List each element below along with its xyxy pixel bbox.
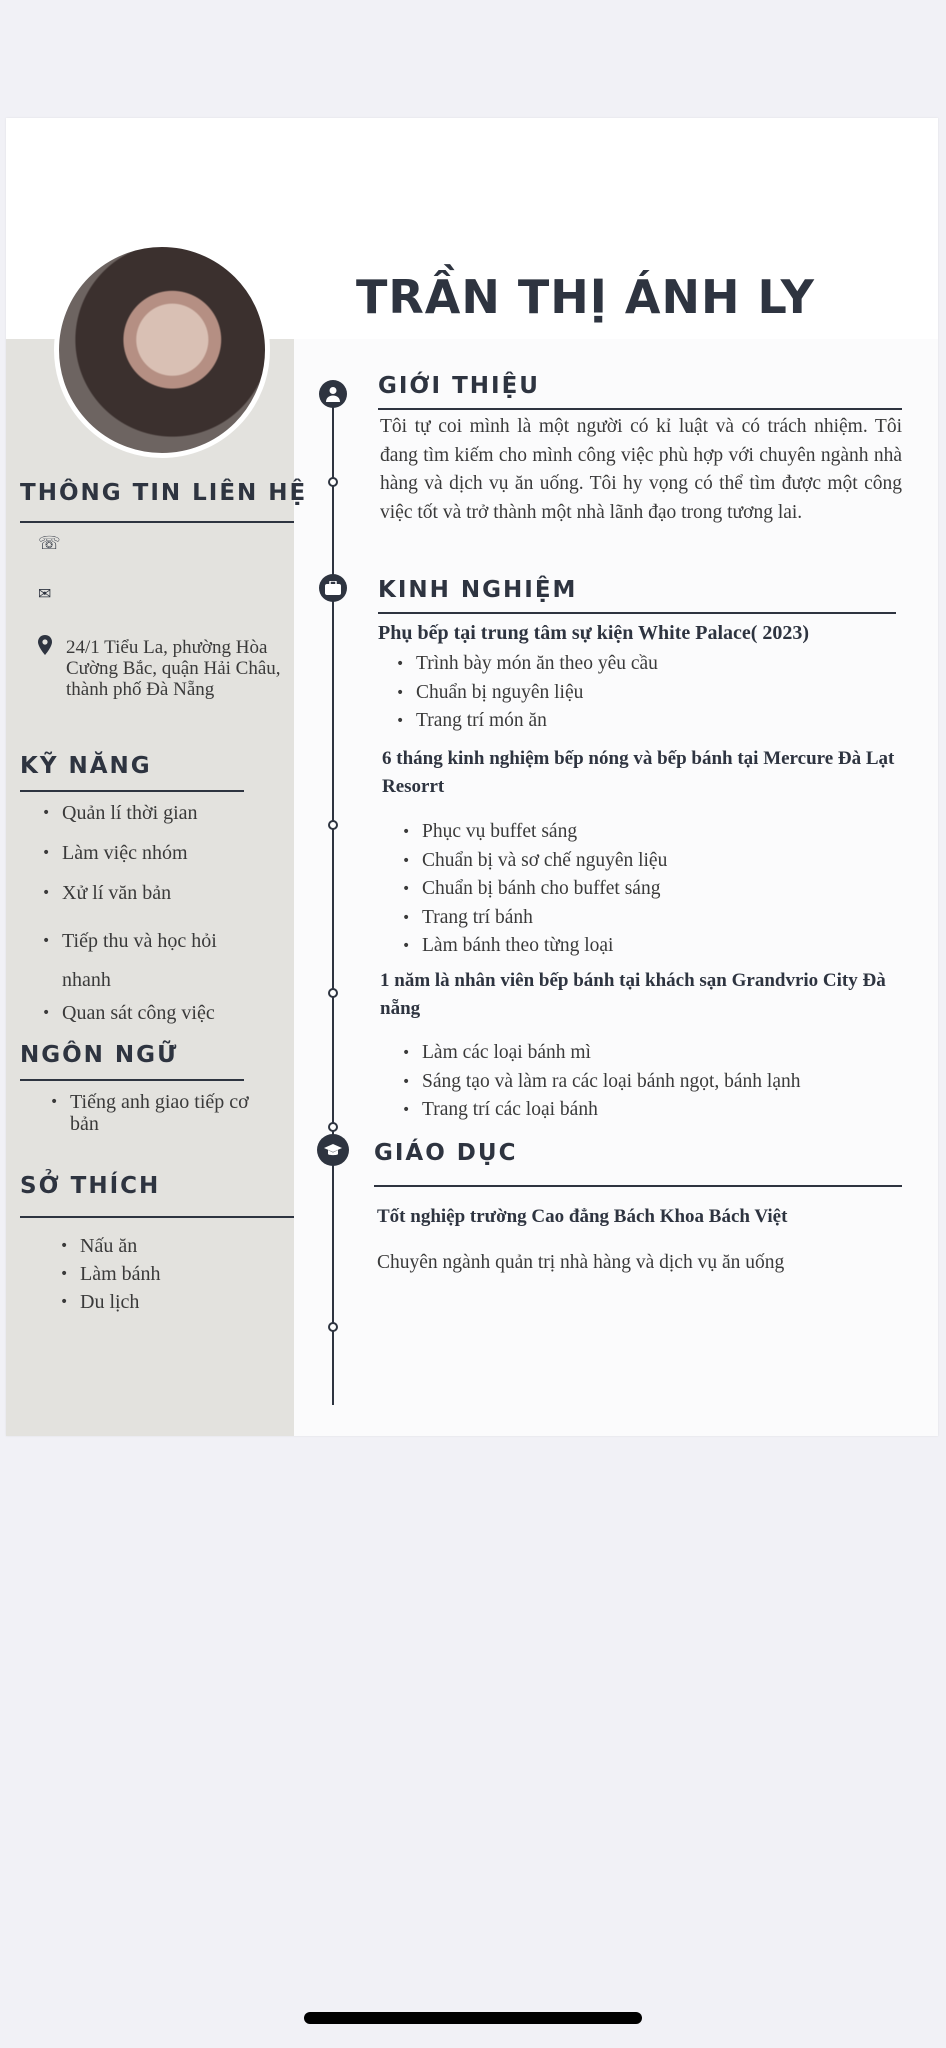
skill-item: • Quản lí thời gian [40,802,250,842]
duty-item: • Trang trí các loại bánh [400,1096,920,1125]
job-duties-list [400,818,900,961]
hobby-item: • Nấu ăn [58,1232,258,1260]
experience-divider [378,612,896,614]
school-name: Tốt nghiệp trường Cao đẳng Bách Khoa Bách Việt [377,1206,788,1227]
timeline-dot [328,820,338,830]
languages-list [48,1091,280,1135]
home-indicator[interactable] [304,2012,642,2024]
profile-photo [54,242,270,458]
envelope-icon: ✉ [38,584,52,603]
skill-item: • Xử lí văn bản [40,882,250,922]
phone-icon: ☏ [38,533,61,554]
duty-item: • Phục vụ buffet sáng [400,818,900,847]
contact-divider [20,521,294,523]
major-text: Chuyên ngành quản trị nhà hàng và dịch vụ ăn uống [377,1252,785,1273]
experience-heading: KINH NGHIỆM [378,577,578,603]
job-duties-list [400,1039,920,1125]
education-heading: GIÁO DỤC [374,1140,518,1166]
timeline-dot [328,477,338,487]
duty-item: • Làm bánh theo từng loại [400,932,900,961]
briefcase-icon [319,574,347,602]
hobbies-list [58,1232,258,1316]
job-duties-list [394,650,894,736]
duty-item: • Làm các loại bánh mì [400,1039,920,1068]
skills-divider [20,790,244,792]
duty-item: • Trình bày món ăn theo yêu cầu [394,650,894,679]
cv-page [6,118,938,1436]
timeline-dot [328,1322,338,1332]
intro-text: Tôi tự coi mình là một người có kỉ luật và có trách nhiệm. Tôi đang tìm kiếm cho mình công việc phù hợp với chuyên ngành nhà hàng và dịch vụ ăn uống. Tôi hy vọng có thể tìm được một công việc tốt và trở thành một nhà lãnh đạo trong tương lai. [380,416,902,523]
hobby-item: • Du lịch [58,1288,258,1316]
timeline-dot [328,1122,338,1132]
duty-item: • Trang trí món ăn [394,707,894,736]
duty-item: • Trang trí bánh [400,904,900,933]
contact-heading: THÔNG TIN LIÊN HỆ [20,480,308,506]
timeline-line [332,400,334,1405]
hobbies-divider [20,1216,294,1218]
language-item: • Tiếng anh giao tiếp cơ bản [48,1091,280,1135]
timeline-dot [328,988,338,998]
languages-divider [20,1079,244,1081]
intro-divider [378,408,902,410]
duty-item: • Chuẩn bị nguyên liệu [394,679,894,708]
skills-heading: KỸ NĂNG [20,753,152,779]
education-divider [374,1185,902,1187]
candidate-name: TRẦN THỊ ÁNH LY [356,270,815,324]
job-title: 1 năm là nhân viên bếp bánh tại khách sạn Grandvrio City Đà nẵng [380,970,886,1019]
address-text: 24/1 Tiểu La, phường Hòa Cường Bắc, quận Hải Châu, thành phố Đà Nẵng [66,637,281,700]
duty-item: • Chuẩn bị và sơ chế nguyên liệu [400,847,900,876]
graduation-cap-icon [317,1134,349,1166]
location-pin-icon [38,635,52,660]
user-icon [319,380,347,408]
skill-item: • Làm việc nhóm [40,842,250,882]
hobbies-heading: SỞ THÍCH [20,1173,161,1199]
skill-item: • Quan sát công việc [40,1002,250,1042]
skill-item: • Tiếp thu và học hỏi nhanh [40,922,250,1002]
hobby-item: • Làm bánh [58,1260,258,1288]
intro-heading: GIỚI THIỆU [378,373,540,399]
skills-list [40,802,250,1042]
job-title: 6 tháng kinh nghiệm bếp nóng và bếp bánh tại Mercure Đà Lạt Resorrt [382,748,895,797]
job-title: Phụ bếp tại trung tâm sự kiện White Palace( 2023) [378,622,810,644]
languages-heading: NGÔN NGỮ [20,1042,179,1068]
duty-item: • Sáng tạo và làm ra các loại bánh ngọt, bánh lạnh [400,1068,920,1097]
duty-item: • Chuẩn bị bánh cho buffet sáng [400,875,900,904]
